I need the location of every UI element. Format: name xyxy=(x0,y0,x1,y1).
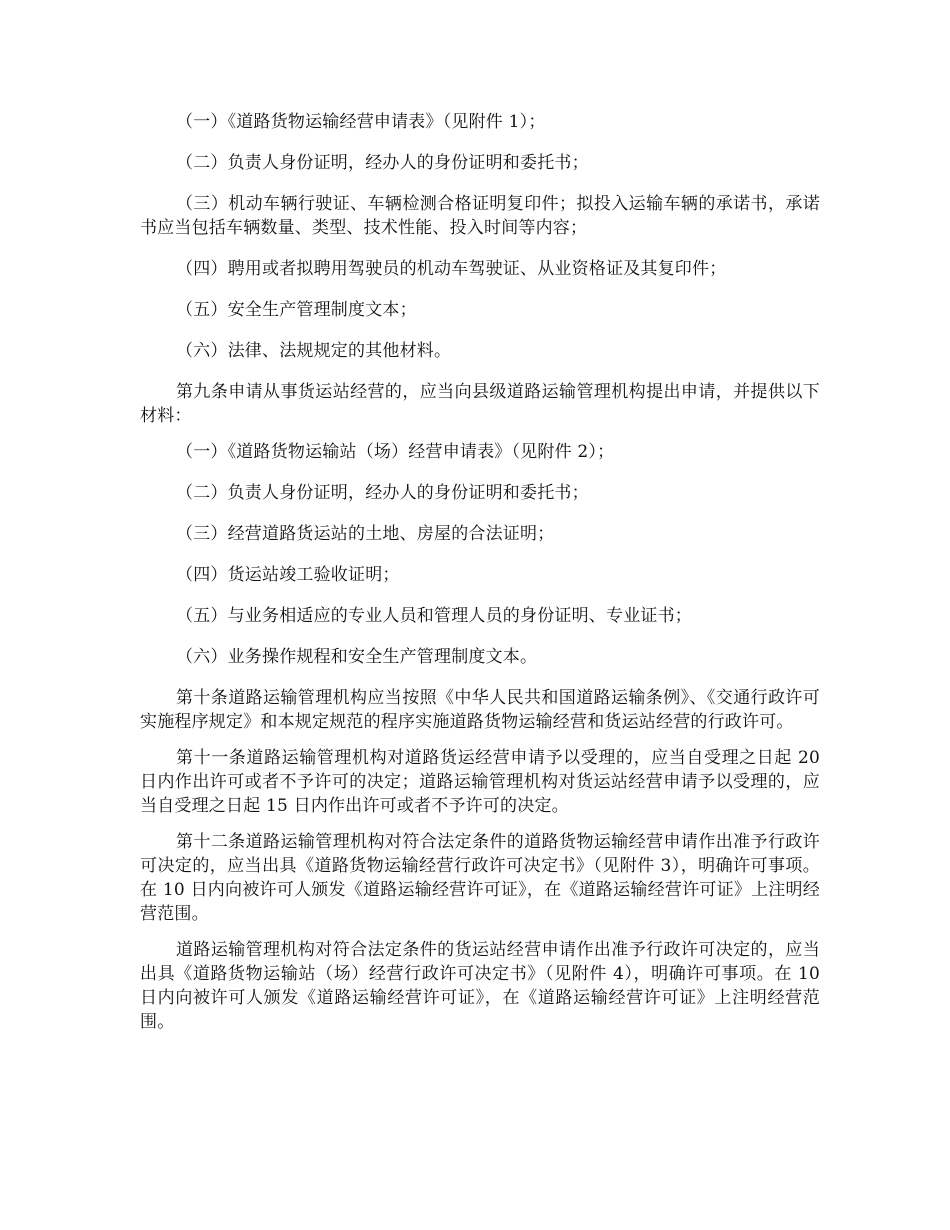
list-item-5: （五）安全生产管理制度文本； xyxy=(176,300,417,320)
article-12: 第十二条道路运输管理机构对符合法定条件的道路货物运输经营申请作出准予行政许可决定的，应当出具《道路货物运输经营行政许可决定书》（见附件 3），明确许可事项。在 10 日内向被许可人颁发《道路运输经营许可证》，在《道路运输经营许可证》上注明经营范围。 xyxy=(140,832,820,924)
list-item-12: （六）业务操作规程和安全生产管理制度文本。 xyxy=(176,647,538,667)
list-item-11: （五）与业务相适应的专业人员和管理人员的身份证明、专业证书； xyxy=(176,606,692,626)
article-9: 第九条申请从事货运站经营的，应当向县级道路运输管理机构提出申请，并提供以下材料： xyxy=(140,382,820,426)
article-10: 第十条道路运输管理机构应当按照《中华人民共和国道路运输条例》、《交通行政许可实施程序规定》和本规定规范的程序实施道路货物运输经营和货运站经营的行政许可。 xyxy=(140,688,820,732)
list-item-8: （二）负责人身份证明，经办人的身份证明和委托书； xyxy=(176,483,589,503)
list-item-4: （四）聘用或者拟聘用驾驶员的机动车驾驶证、从业资格证及其复印件； xyxy=(176,259,727,279)
list-item-7: （一）《道路货物运输站（场）经营申请表》（见附件 2）； xyxy=(176,442,615,462)
document-body xyxy=(140,110,820,1046)
list-item-3: （三）机动车辆行驶证、车辆检测合格证明复印件；拟投入运输车辆的承诺书，承诺书应当包括车辆数量、类型、技术性能、投入时间等内容； xyxy=(140,194,820,238)
list-item-2: （二）负责人身份证明，经办人的身份证明和委托书； xyxy=(176,153,589,173)
list-item-9: （三）经营道路货运站的土地、房屋的合法证明； xyxy=(176,524,555,544)
list-item-6: （六）法律、法规规定的其他材料。 xyxy=(176,341,452,361)
list-item-10: （四）货运站竣工验收证明； xyxy=(176,565,400,585)
list-item-1: （一）《道路货物运输经营申请表》（见附件 1）； xyxy=(176,112,546,132)
article-12-continuation: 道路运输管理机构对符合法定条件的货运站经营申请作出准予行政许可决定的，应当出具《道路货物运输站（场）经营行政许可决定书》（见附件 4），明确许可事项。在 10 日内向被许可人颁发《道路运输经营许可证》，在《道路运输经营许可证》上注明经营范围。 xyxy=(140,940,820,1032)
article-11: 第十一条道路运输管理机构对道路货运经营申请予以受理的，应当自受理之日起 20 日内作出许可或者不予许可的决定；道路运输管理机构对货运站经营申请予以受理的，应当自受理之日起 15 日内作出许可或者不予许可的决定。 xyxy=(140,748,820,816)
